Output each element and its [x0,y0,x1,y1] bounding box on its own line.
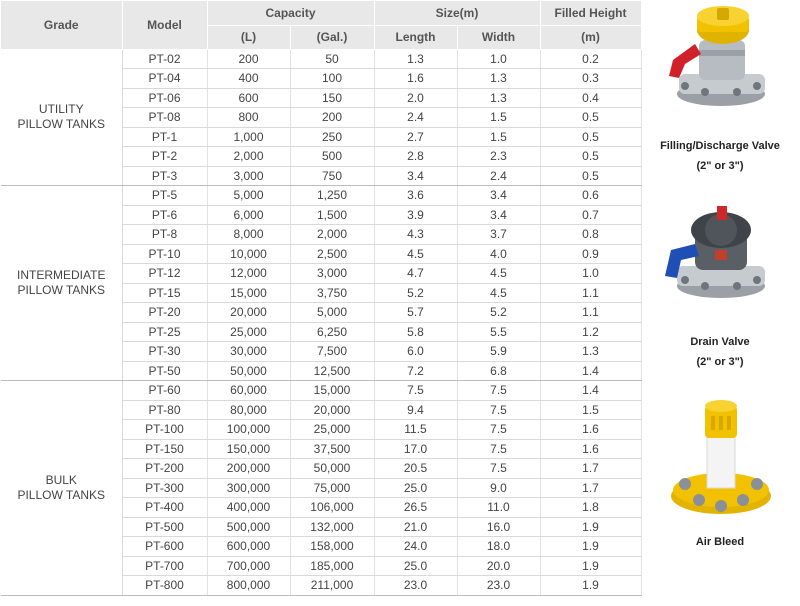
capacity-gallons-cell: 75,000 [290,478,374,498]
width-cell: 20.0 [457,556,540,576]
capacity-liters-cell: 800 [207,108,290,128]
capacity-gallons-cell: 106,000 [290,498,374,518]
model-cell: PT-25 [122,322,207,342]
capacity-gallons-cell: 5,000 [290,303,374,323]
length-cell: 6.0 [374,342,457,362]
model-cell: PT-15 [122,283,207,303]
model-cell: PT-6 [122,205,207,225]
capacity-gallons-cell: 185,000 [290,556,374,576]
length-cell: 5.8 [374,322,457,342]
width-cell: 9.0 [457,478,540,498]
model-cell: PT-3 [122,166,207,186]
grade-cell [1,381,122,596]
length-cell: 2.7 [374,127,457,147]
width-cell: 1.5 [457,127,540,147]
length-cell: 26.5 [374,498,457,518]
capacity-gallons-cell: 7,500 [290,342,374,362]
capacity-liters-cell: 8,000 [207,225,290,245]
header-capacity-liters: (L) [207,25,290,49]
length-cell: 23.0 [374,576,457,596]
model-cell: PT-20 [122,303,207,323]
spec-table-body [1,49,641,595]
model-cell: PT-10 [122,244,207,264]
length-cell: 2.8 [374,147,457,167]
filled-height-cell: 1.2 [540,322,641,342]
filled-height-cell: 1.6 [540,420,641,440]
capacity-gallons-cell: 37,500 [290,439,374,459]
model-cell: PT-04 [122,69,207,89]
capacity-gallons-cell: 200 [290,108,374,128]
length-cell: 11.5 [374,420,457,440]
model-cell: PT-02 [122,49,207,69]
width-cell: 2.3 [457,147,540,167]
width-cell: 7.5 [457,400,540,420]
capacity-liters-cell: 400 [207,69,290,89]
length-cell: 25.0 [374,556,457,576]
filled-height-cell: 1.0 [540,264,641,284]
model-cell: PT-300 [122,478,207,498]
length-cell: 4.7 [374,264,457,284]
capacity-liters-cell: 500,000 [207,517,290,537]
drain-valve-size: (2" or 3") [696,356,744,368]
filled-height-cell: 1.9 [540,537,641,557]
capacity-gallons-cell: 2,000 [290,225,374,245]
filling-valve-size: (2" or 3") [696,160,744,172]
width-cell: 1.5 [457,108,540,128]
model-cell: PT-1 [122,127,207,147]
width-cell: 7.5 [457,420,540,440]
capacity-liters-cell: 300,000 [207,478,290,498]
length-cell: 5.7 [374,303,457,323]
capacity-gallons-cell: 25,000 [290,420,374,440]
air-bleed-icon [645,396,795,524]
width-cell: 5.2 [457,303,540,323]
capacity-gallons-cell: 50 [290,49,374,69]
width-cell: 1.3 [457,69,540,89]
capacity-liters-cell: 15,000 [207,283,290,303]
filled-height-cell: 1.4 [540,381,641,401]
width-cell: 5.9 [457,342,540,362]
header-width: Width [457,25,540,49]
model-cell: PT-08 [122,108,207,128]
capacity-liters-cell: 10,000 [207,244,290,264]
header-capacity: Capacity [207,1,374,25]
filled-height-cell: 0.5 [540,147,641,167]
capacity-gallons-cell: 2,500 [290,244,374,264]
model-cell: PT-700 [122,556,207,576]
capacity-liters-cell: 100,000 [207,420,290,440]
length-cell: 21.0 [374,517,457,537]
length-cell: 1.6 [374,69,457,89]
width-cell: 1.3 [457,88,540,108]
filled-height-cell: 1.8 [540,498,641,518]
filled-height-cell: 1.1 [540,303,641,323]
capacity-liters-cell: 80,000 [207,400,290,420]
capacity-gallons-cell: 3,750 [290,283,374,303]
filled-height-cell: 1.6 [540,439,641,459]
filled-height-cell: 0.4 [540,88,641,108]
length-cell: 24.0 [374,537,457,557]
air-bleed-name: Air Bleed [695,536,745,548]
width-cell: 3.7 [457,225,540,245]
capacity-gallons-cell: 12,500 [290,361,374,381]
model-cell: PT-12 [122,264,207,284]
model-cell: PT-80 [122,400,207,420]
pillow-tank-spec-table [1,1,642,596]
accessories-panel [640,0,800,606]
length-cell: 17.0 [374,439,457,459]
filled-height-cell: 1.5 [540,400,641,420]
capacity-gallons-cell: 158,000 [290,537,374,557]
filled-height-cell: 0.2 [540,49,641,69]
grade-cell [1,186,122,381]
capacity-gallons-cell: 250 [290,127,374,147]
capacity-gallons-cell: 6,250 [290,322,374,342]
width-cell: 23.0 [457,576,540,596]
model-cell: PT-60 [122,381,207,401]
table-row [1,186,641,206]
capacity-liters-cell: 12,000 [207,264,290,284]
filled-height-cell: 1.7 [540,478,641,498]
capacity-gallons-cell: 100 [290,69,374,89]
length-cell: 4.5 [374,244,457,264]
capacity-liters-cell: 200,000 [207,459,290,479]
grade-cell [1,49,122,186]
table-row [1,49,641,69]
capacity-liters-cell: 700,000 [207,556,290,576]
width-cell: 4.5 [457,264,540,284]
model-cell: PT-2 [122,147,207,167]
filling-valve-name: Filling/Discharge Valve [660,140,780,152]
width-cell: 16.0 [457,517,540,537]
width-cell: 18.0 [457,537,540,557]
model-cell: PT-100 [122,420,207,440]
filled-height-cell: 0.9 [540,244,641,264]
drain-valve-card [640,200,800,372]
capacity-gallons-cell: 1,500 [290,205,374,225]
header-length: Length [374,25,457,49]
length-cell: 9.4 [374,400,457,420]
length-cell: 25.0 [374,478,457,498]
width-cell: 7.5 [457,459,540,479]
width-cell: 2.4 [457,166,540,186]
length-cell: 2.4 [374,108,457,128]
capacity-gallons-cell: 50,000 [290,459,374,479]
capacity-gallons-cell: 150 [290,88,374,108]
capacity-gallons-cell: 3,000 [290,264,374,284]
model-cell: PT-5 [122,186,207,206]
grade-label-line2: PILLOW TANKS [17,283,106,297]
width-cell: 5.5 [457,322,540,342]
filled-height-cell: 0.5 [540,108,641,128]
capacity-liters-cell: 400,000 [207,498,290,518]
filled-height-cell: 1.9 [540,517,641,537]
width-cell: 4.0 [457,244,540,264]
capacity-liters-cell: 800,000 [207,576,290,596]
width-cell: 3.4 [457,186,540,206]
length-cell: 3.4 [374,166,457,186]
drain-valve-icon [645,200,795,308]
header-capacity-gallons: (Gal.) [290,25,374,49]
length-cell: 3.9 [374,205,457,225]
model-cell: PT-06 [122,88,207,108]
capacity-gallons-cell: 20,000 [290,400,374,420]
filled-height-cell: 1.4 [540,361,641,381]
length-cell: 2.0 [374,88,457,108]
filling-discharge-valve-card [640,4,800,176]
grade-label-line1: UTILITY [38,102,84,117]
capacity-liters-cell: 150,000 [207,439,290,459]
capacity-liters-cell: 60,000 [207,381,290,401]
capacity-liters-cell: 1,000 [207,127,290,147]
model-cell: PT-400 [122,498,207,518]
capacity-gallons-cell: 750 [290,166,374,186]
filled-height-cell: 1.1 [540,283,641,303]
length-cell: 3.6 [374,186,457,206]
width-cell: 7.5 [457,381,540,401]
table-row [1,381,641,401]
filled-height-cell: 1.9 [540,576,641,596]
capacity-gallons-cell: 211,000 [290,576,374,596]
capacity-liters-cell: 2,000 [207,147,290,167]
filled-height-cell: 1.3 [540,342,641,362]
header-grade: Grade [1,1,122,49]
header-filled-height: Filled Height [540,1,641,25]
capacity-gallons-cell: 132,000 [290,517,374,537]
capacity-liters-cell: 600,000 [207,537,290,557]
model-cell: PT-500 [122,517,207,537]
length-cell: 7.5 [374,381,457,401]
air-bleed-card [640,396,800,552]
drain-valve-name: Drain Valve [690,336,750,348]
grade-label-line2: PILLOW TANKS [17,487,106,502]
capacity-gallons-cell: 15,000 [290,381,374,401]
model-cell: PT-800 [122,576,207,596]
model-cell: PT-8 [122,225,207,245]
length-cell: 5.2 [374,283,457,303]
capacity-liters-cell: 6,000 [207,205,290,225]
model-cell: PT-150 [122,439,207,459]
capacity-liters-cell: 3,000 [207,166,290,186]
width-cell: 4.5 [457,283,540,303]
length-cell: 7.2 [374,361,457,381]
capacity-liters-cell: 5,000 [207,186,290,206]
filled-height-cell: 0.7 [540,205,641,225]
filled-height-cell: 0.5 [540,166,641,186]
filled-height-cell: 0.3 [540,69,641,89]
header-size: Size(m) [374,1,540,25]
width-cell: 1.0 [457,49,540,69]
filled-height-cell: 0.6 [540,186,641,206]
capacity-liters-cell: 20,000 [207,303,290,323]
filled-height-cell: 0.8 [540,225,641,245]
header-filled-height-unit: (m) [540,25,641,49]
model-cell: PT-200 [122,459,207,479]
filled-height-cell: 1.7 [540,459,641,479]
model-cell: PT-30 [122,342,207,362]
grade-label-line1: INTERMEDIATE [17,268,106,282]
capacity-gallons-cell: 500 [290,147,374,167]
grade-label-line2: PILLOW TANKS [17,117,106,132]
grade-label-line1: BULK [45,472,77,487]
length-cell: 20.5 [374,459,457,479]
width-cell: 6.8 [457,361,540,381]
width-cell: 7.5 [457,439,540,459]
header-model: Model [122,1,207,49]
length-cell: 1.3 [374,49,457,69]
width-cell: 3.4 [457,205,540,225]
filled-height-cell: 1.9 [540,556,641,576]
width-cell: 11.0 [457,498,540,518]
capacity-liters-cell: 50,000 [207,361,290,381]
capacity-liters-cell: 25,000 [207,322,290,342]
length-cell: 4.3 [374,225,457,245]
capacity-liters-cell: 600 [207,88,290,108]
model-cell: PT-600 [122,537,207,557]
filling-valve-icon [645,4,795,116]
capacity-liters-cell: 200 [207,49,290,69]
capacity-gallons-cell: 1,250 [290,186,374,206]
capacity-liters-cell: 30,000 [207,342,290,362]
model-cell: PT-50 [122,361,207,381]
filled-height-cell: 0.5 [540,127,641,147]
